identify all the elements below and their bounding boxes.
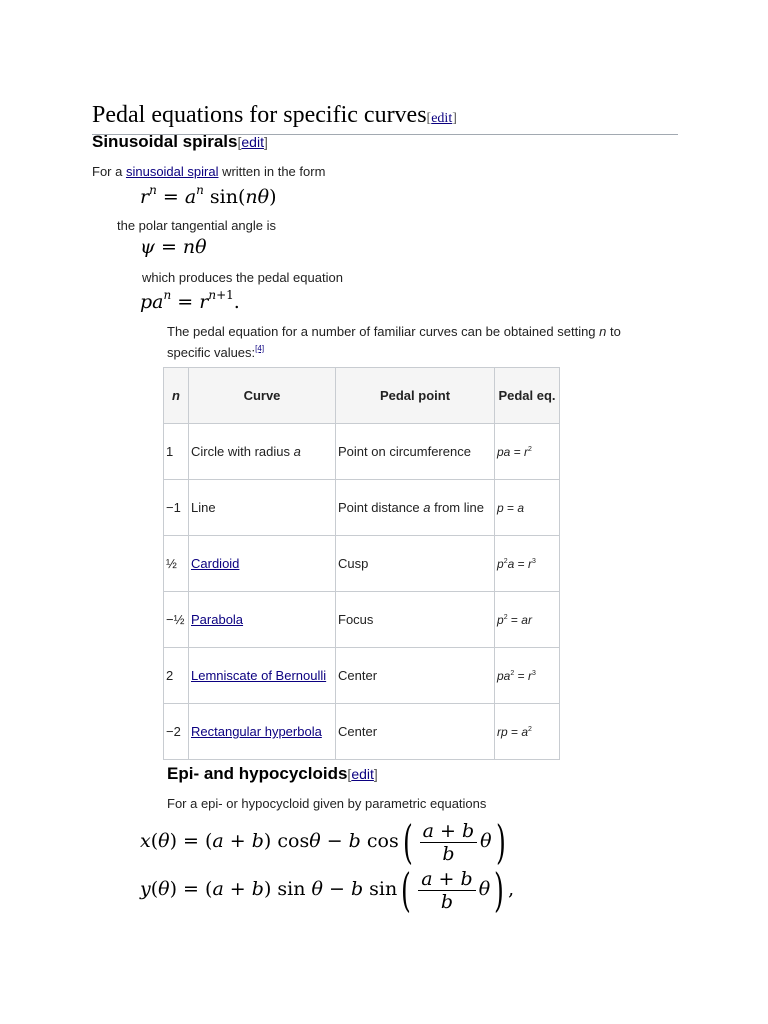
cell-n: 2 xyxy=(164,648,189,704)
table-row xyxy=(164,592,560,648)
header-curve: Curve xyxy=(189,368,336,424)
familiar-text-1: The pedal equation for a number of familiar curves can be obtained setting xyxy=(167,324,600,339)
cell-pedal-eq: rp = $a^2$ xyxy=(495,704,560,760)
section-heading-epi xyxy=(167,764,378,784)
reference-link-4[interactable]: [4] xyxy=(255,344,265,353)
cell-pedal-eq: p = a xyxy=(495,480,560,536)
cell-pedal-point: Center xyxy=(336,704,495,760)
parabola-link[interactable]: Parabola xyxy=(191,612,244,627)
table-header-row xyxy=(164,368,560,424)
edit-link-wrapper: [edit] xyxy=(426,111,457,126)
equation-tangential-angle: ψ = nθ xyxy=(140,236,207,258)
equation-y-theta: y(θ) = (a + b) sin θ − b sin( $\frac{a + b}{b}$ θ) , xyxy=(140,863,515,917)
equation-x-theta: x(θ) = (a + b) cosθ − b cos( $\frac{a + b}{b}$ θ) xyxy=(140,815,506,869)
cell-curve xyxy=(189,704,336,760)
cell-curve xyxy=(189,648,336,704)
cell-pedal-eq: $p^2a = r^3$ xyxy=(495,536,560,592)
pedal-equation-text: which produces the pedal equation xyxy=(142,270,343,285)
equation-pedal: $pa^n = r^{n+1}$. xyxy=(140,288,240,313)
cell-n: −1 xyxy=(164,480,189,536)
cell-pedal-eq: pa = $r^2$ xyxy=(495,424,560,480)
lemniscate-link[interactable]: Lemniscate of Bernoulli xyxy=(191,668,327,683)
cell-pedal-point: Cusp xyxy=(336,536,495,592)
rectangular-hyperbola-link[interactable]: Rectangular hyperbola xyxy=(191,724,322,739)
cell-n: ½ xyxy=(164,536,189,592)
cell-curve xyxy=(189,592,336,648)
familiar-n: n xyxy=(599,324,607,339)
header-pedal-point: Pedal point xyxy=(336,368,495,424)
cardioid-link[interactable]: Cardioid xyxy=(191,556,240,571)
cell-pedal-eq: $p^2$ = ar xyxy=(495,592,560,648)
tangential-angle-text: the polar tangential angle is xyxy=(117,218,277,233)
epi-intro: For a epi- or hypocycloid given by parametric equations xyxy=(167,796,487,811)
edit-link-wrapper-epi: [edit] xyxy=(347,766,378,782)
cell-pedal-point: Center xyxy=(336,648,495,704)
sinusoidal-spiral-link[interactable]: sinusoidal spiral xyxy=(125,164,219,179)
pedal-equations-table xyxy=(163,367,560,760)
familiar-text-2: to xyxy=(606,324,621,339)
edit-link-main[interactable]: edit xyxy=(431,111,453,126)
table-row xyxy=(164,424,560,480)
header-n: n xyxy=(164,368,189,424)
equation-sinusoidal-form: $r^n = a^n$ sin(nθ) xyxy=(140,183,277,208)
intro-pre: For a xyxy=(92,164,126,179)
sinusoidal-intro xyxy=(92,164,325,179)
edit-link-wrapper-sinusoidal: [edit] xyxy=(237,134,268,150)
edit-link-epi[interactable]: edit xyxy=(351,766,374,782)
familiar-curves-text xyxy=(167,324,621,339)
cell-n: −½ xyxy=(164,592,189,648)
familiar-curves-text-2 xyxy=(167,344,264,360)
section-heading-sinusoidal xyxy=(92,132,268,152)
table-row xyxy=(164,536,560,592)
cell-n: 1 xyxy=(164,424,189,480)
familiar-text-3: specific values: xyxy=(167,345,256,360)
cell-curve: Circle with radius a xyxy=(189,424,336,480)
page-title xyxy=(92,100,678,135)
cell-pedal-point: Focus xyxy=(336,592,495,648)
cell-curve xyxy=(189,536,336,592)
header-pedal-eq: Pedal eq. xyxy=(495,368,560,424)
edit-link-sinusoidal[interactable]: edit xyxy=(241,134,264,150)
cell-pedal-eq: $pa^2 = r^3$ xyxy=(495,648,560,704)
cell-curve: Line xyxy=(189,480,336,536)
table-row xyxy=(164,648,560,704)
section-title-sinusoidal: Sinusoidal spirals xyxy=(92,132,238,151)
intro-post: written in the form xyxy=(218,164,326,179)
cell-n: −2 xyxy=(164,704,189,760)
page-title-text: Pedal equations for specific curves xyxy=(92,102,427,128)
cell-pedal-point: Point distance a from line xyxy=(336,480,495,536)
table-row xyxy=(164,704,560,760)
cell-pedal-point: Point on circumference xyxy=(336,424,495,480)
table-row xyxy=(164,480,560,536)
section-title-epi: Epi- and hypocycloids xyxy=(167,764,348,783)
